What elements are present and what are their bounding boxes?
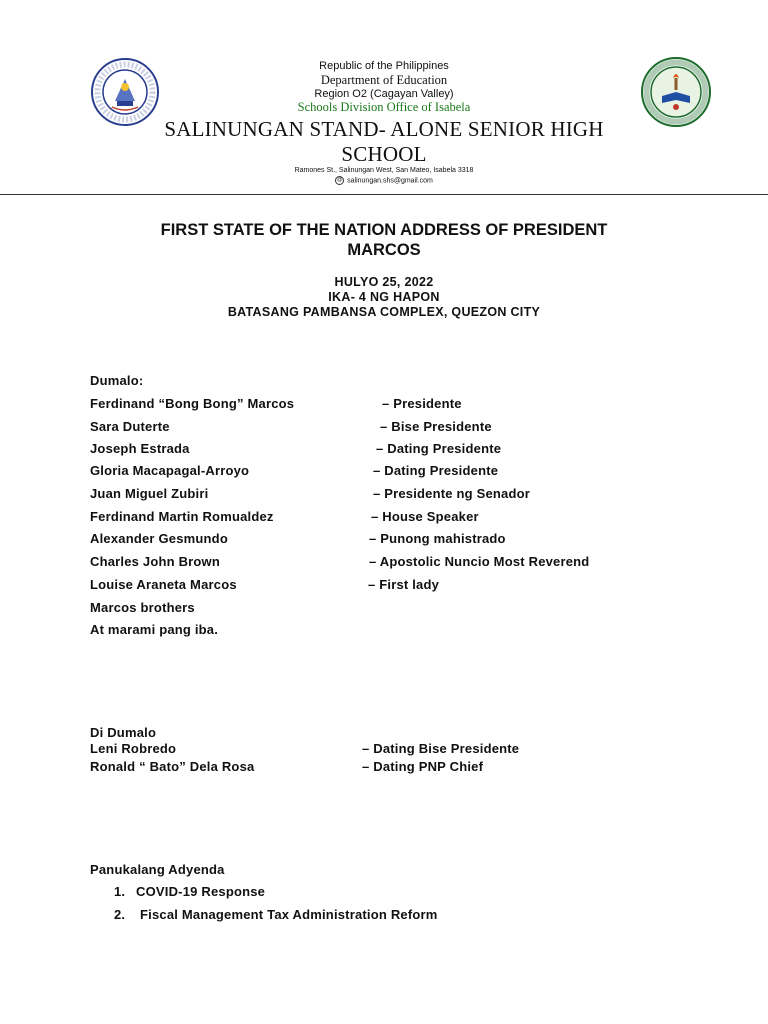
school-name-line1: SALINUNGAN STAND- ALONE SENIOR HIGH: [164, 117, 604, 141]
attendee-role: – Bise Presidente: [380, 419, 492, 434]
attendee-role: – First lady: [368, 577, 440, 592]
agenda-item-number: 2.: [114, 907, 126, 922]
agenda-item-number: 1.: [114, 884, 126, 899]
absentee-name: Ronald “ Bato” Dela Rosa: [90, 759, 255, 774]
attendee-role: – House Speaker: [371, 509, 479, 524]
email-icon: @: [337, 177, 343, 183]
agenda-heading: Panukalang Adyenda: [90, 862, 225, 877]
attendee-name: Ferdinand “Bong Bong” Marcos: [90, 396, 295, 411]
division-line: Schools Division Office of Isabela: [297, 100, 471, 114]
attendee-role: – Presidente ng Senador: [373, 486, 531, 501]
absent-heading: Di Dumalo: [90, 725, 157, 740]
attendee-name: Gloria Macapagal-Arroyo: [90, 463, 250, 478]
agenda-item-text: COVID-19 Response: [136, 884, 266, 899]
absentee-role: – Dating PNP Chief: [362, 759, 484, 774]
absentee-name: Leni Robredo: [90, 741, 177, 756]
region-line: Region O2 (Cagayan Valley): [314, 88, 454, 100]
school-email: salinungan.shs@gmail.com: [347, 177, 433, 185]
event-date: HULYO 25, 2022: [334, 275, 434, 289]
attendee-role: – Apostolic Nuncio Most Reverend: [369, 554, 590, 569]
event-time: IKA- 4 NG HAPON: [328, 290, 440, 304]
event-venue: BATASANG PAMBANSA COMPLEX, QUEZON CITY: [227, 305, 541, 319]
attendee-role: – Presidente: [382, 396, 462, 411]
school-address: Ramones St., Salinungan West, San Mateo, Isabela 3318: [294, 167, 474, 174]
attendee-name: Ferdinand Martin Romualdez: [90, 509, 274, 524]
school-name-line2: SCHOOL: [341, 142, 427, 166]
attended-extra-brothers: Marcos brothers: [90, 600, 195, 615]
attendee-name: Juan Miguel Zubiri: [90, 486, 209, 501]
absentee-role: – Dating Bise Presidente: [362, 741, 520, 756]
attendee-role: – Dating Presidente: [373, 463, 499, 478]
agenda-item-text: Fiscal Management Tax Administration Reform: [140, 907, 438, 922]
attendee-name: Charles John Brown: [90, 554, 221, 569]
republic-line: Republic of the Philippines: [319, 60, 449, 72]
attendee-name: Sara Duterte: [90, 419, 170, 434]
attended-extra-others: At marami pang iba.: [90, 622, 219, 637]
attendee-name: Joseph Estrada: [90, 441, 190, 456]
header-divider: [0, 194, 768, 195]
document-title-line2: MARCOS: [347, 241, 421, 259]
attendee-name: Louise Araneta Marcos: [90, 577, 237, 592]
attendee-name: Alexander Gesmundo: [90, 531, 228, 546]
attended-heading: Dumalo:: [90, 373, 144, 388]
department-line: Department of Education: [320, 73, 448, 87]
school-email-row: [0, 176, 768, 185]
attendee-role: – Dating Presidente: [376, 441, 502, 456]
attendee-role: – Punong mahistrado: [369, 531, 506, 546]
document-title-line1: FIRST STATE OF THE NATION ADDRESS OF PRESIDENT: [160, 221, 608, 239]
